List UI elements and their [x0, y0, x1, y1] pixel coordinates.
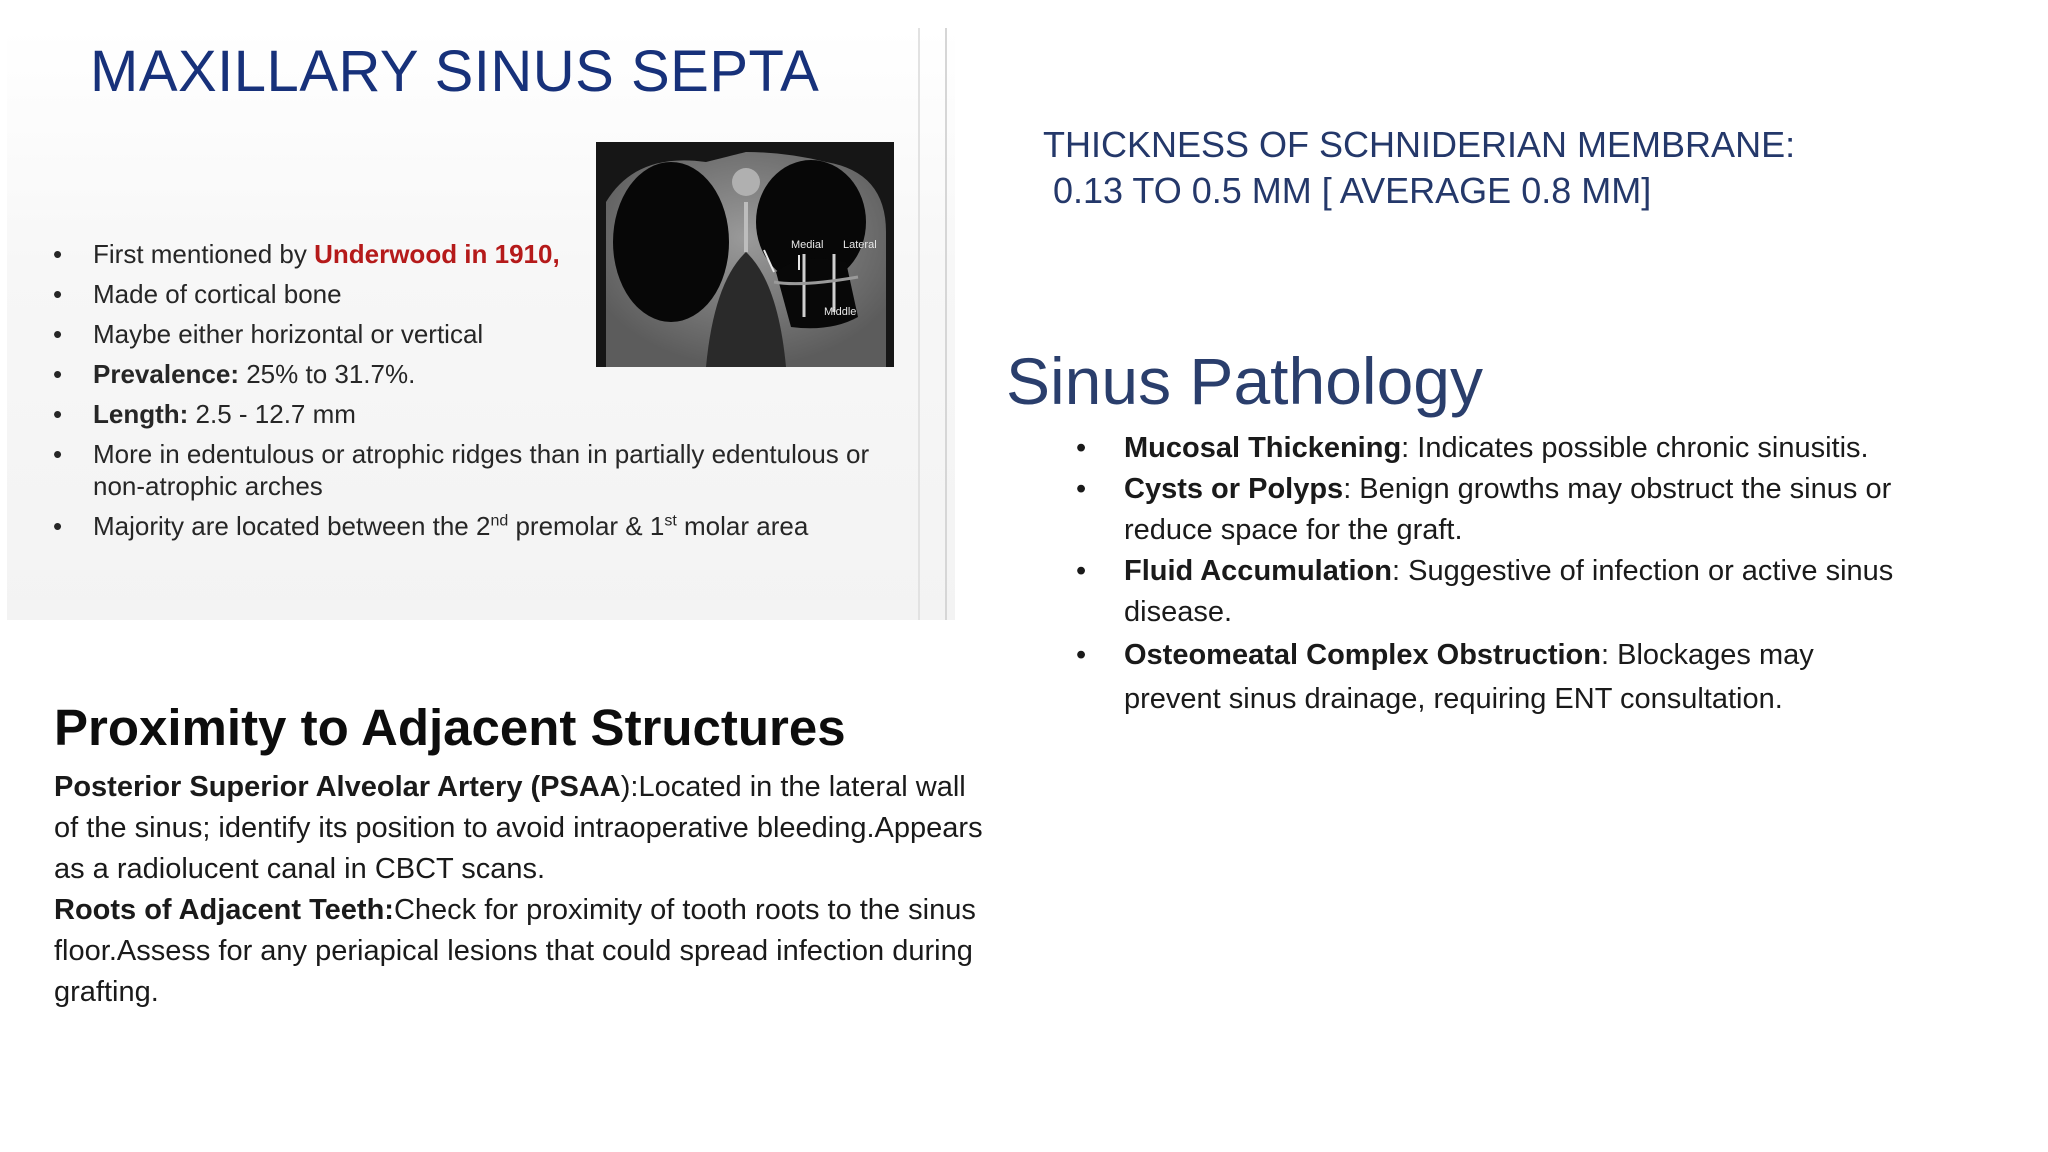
- septa-item: • Made of cortical bone: [47, 278, 927, 310]
- pathology-item: • Osteomeatal Complex Obstruction: Blockages may prevent sinus drainage, requiring ENT consultation.: [1076, 633, 1976, 721]
- panel-right-border-outer: [945, 28, 947, 620]
- proximity-body: [54, 767, 994, 1013]
- septa-item: • Length: 2.5 - 12.7 mm: [47, 398, 927, 430]
- septa-item: • Maybe either horizontal or vertical: [47, 318, 927, 350]
- pathology-item: • Mucosal Thickening: Indicates possible chronic sinusitis.: [1076, 428, 1976, 469]
- septa-title: MAXILLARY SINUS SEPTA: [90, 39, 820, 104]
- sinus-pathology-title: Sinus Pathology: [1006, 344, 1483, 418]
- septa-item: • More in edentulous or atrophic ridges than in partially edentulous or non-atrophic arches: [47, 438, 927, 502]
- thickness-line-2: 0.13 TO 0.5 MM [ AVERAGE 0.8 MM]: [1043, 170, 1652, 211]
- roots-paragraph: Roots of Adjacent Teeth:Check for proximity of tooth roots to the sinus floor.Assess for any periapical lesions that could spread infection during grafting.: [54, 894, 976, 1008]
- ct-label-middle: Middle: [824, 306, 857, 318]
- ct-scan-drawing: [596, 142, 894, 367]
- psaa-paragraph: Posterior Superior Alveolar Artery (PSAA):Located in the lateral wall of the sinus; identify its position to avoid intraoperative bleeding.Appears as a radiolucent canal in CBCT scans.: [54, 771, 983, 885]
- ct-label-medial: Medial: [791, 239, 824, 251]
- sinus-pathology-list: [1076, 428, 1976, 721]
- pathology-item: • Cysts or Polyps: Benign growths may obstruct the sinus or reduce space for the graft.: [1076, 469, 1976, 551]
- proximity-title: Proximity to Adjacent Structures: [54, 699, 846, 756]
- thickness-line-1: THICKNESS OF SCHNIDERIAN MEMBRANE:: [1043, 124, 1796, 165]
- pathology-item: • Fluid Accumulation: Suggestive of infection or active sinus disease.: [1076, 551, 1976, 633]
- panel-right-border: [918, 28, 920, 620]
- membrane-thickness-heading: [1043, 122, 1795, 214]
- septa-slide-panel: [7, 28, 955, 620]
- septa-item: • Prevalence: 25% to 31.7%.: [47, 358, 927, 390]
- ct-scan-image: [596, 142, 894, 367]
- septa-item: • First mentioned by Underwood in 1910,: [47, 238, 927, 270]
- septa-item: • Majority are located between the 2nd premolar & 1st molar area: [47, 510, 927, 542]
- ct-label-lateral: Lateral: [843, 239, 877, 251]
